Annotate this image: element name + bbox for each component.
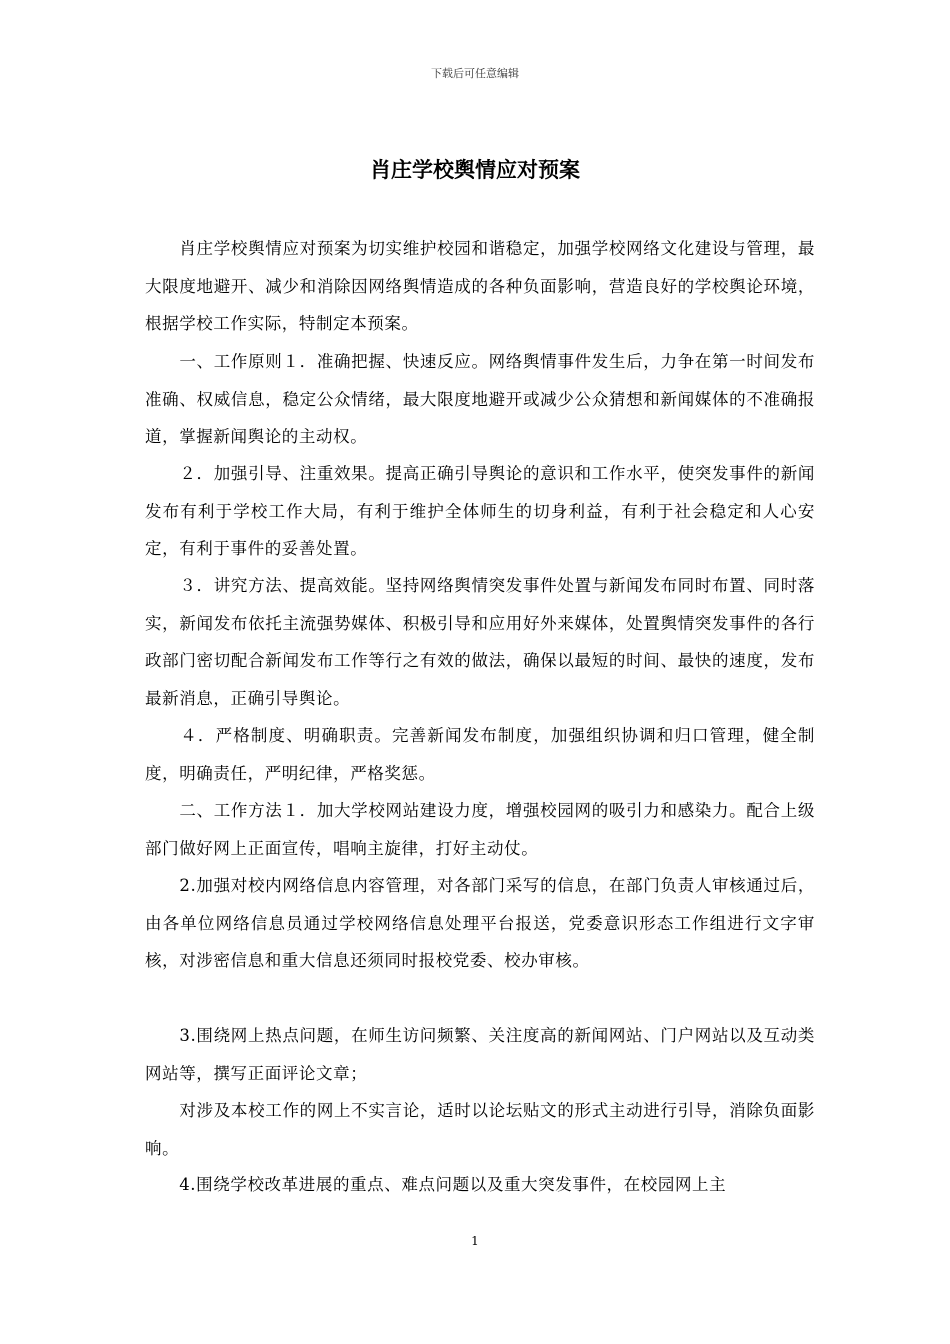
paragraph-principle-3: ３．讲究方法、提高效能。坚持网络舆情突发事件处置与新闻发布同时布置、同时落实，新闻发布依托主流强势媒体、积极引导和应用好外来媒体，处置舆情突发事件的各行政部门密切配合新闻发布工作等行之有效的做法，确保以最短的时间、最快的速度，发布最新消息，正确引导舆论。 bbox=[145, 576, 815, 708]
paragraph-method-2: 2.加强对校内网络信息内容管理，对各部门采写的信息，在部门负责人审核通过后，由各单位网络信息员通过学校网络信息处理平台报送，党委意识形态工作组进行文字审核，对涉密信息和重大信息还须同时报校党委、校办审核。 bbox=[145, 876, 815, 970]
paragraph-principle-4: ４．严格制度、明确职责。完善新闻发布制度，加强组织协调和归口管理，健全制度，明确责任，严明纪律，严格奖惩。 bbox=[145, 726, 815, 783]
paragraph-method-1: 二、工作方法１．加大学校网站建设力度，增强校园网的吸引力和感染力。配合上级部门做好网上正面宣传，唱响主旋律，打好主动仗。 bbox=[145, 801, 815, 858]
paragraph-principle-2: ２．加强引导、注重效果。提高正确引导舆论的意识和工作水平，使突发事件的新闻发布有利于学校工作大局，有利于维护全体师生的切身利益，有利于社会稳定和人心安定，有利于事件的妥善处置。 bbox=[145, 464, 815, 558]
paragraph-method-3: 3.围绕网上热点问题，在师生访问频繁、关注度高的新闻网站、门户网站以及互动类网站等，撰写正面评论文章； bbox=[145, 1026, 815, 1083]
paragraph-method-3-continued: 对涉及本校工作的网上不实言论，适时以论坛贴文的形式主动进行引导，消除负面影响。 bbox=[145, 1101, 815, 1158]
document-title: 肖庄学校舆情应对预案 bbox=[370, 158, 580, 182]
paragraph-method-4: 4.围绕学校改革进展的重点、难点问题以及重大突发事件，在校园网上主 bbox=[145, 1175, 727, 1194]
paragraph-principle-1: 一、工作原则１．准确把握、快速反应。网络舆情事件发生后，力争在第一时间发布准确、权威信息，稳定公众情绪，最大限度地避开或减少公众猜想和新闻媒体的不准确报道，掌握新闻舆论的主动权。 bbox=[145, 352, 815, 446]
page-header-note: 下载后可任意编辑 bbox=[431, 67, 519, 80]
paragraph-intro: 肖庄学校舆情应对预案为切实维护校园和谐稳定，加强学校网络文化建设与管理，最大限度地避开、减少和消除因网络舆情造成的各种负面影响，营造良好的学校舆论环境，根据学校工作实际，特制定本预案。 bbox=[145, 239, 815, 333]
page-number: 1 bbox=[471, 1234, 479, 1248]
